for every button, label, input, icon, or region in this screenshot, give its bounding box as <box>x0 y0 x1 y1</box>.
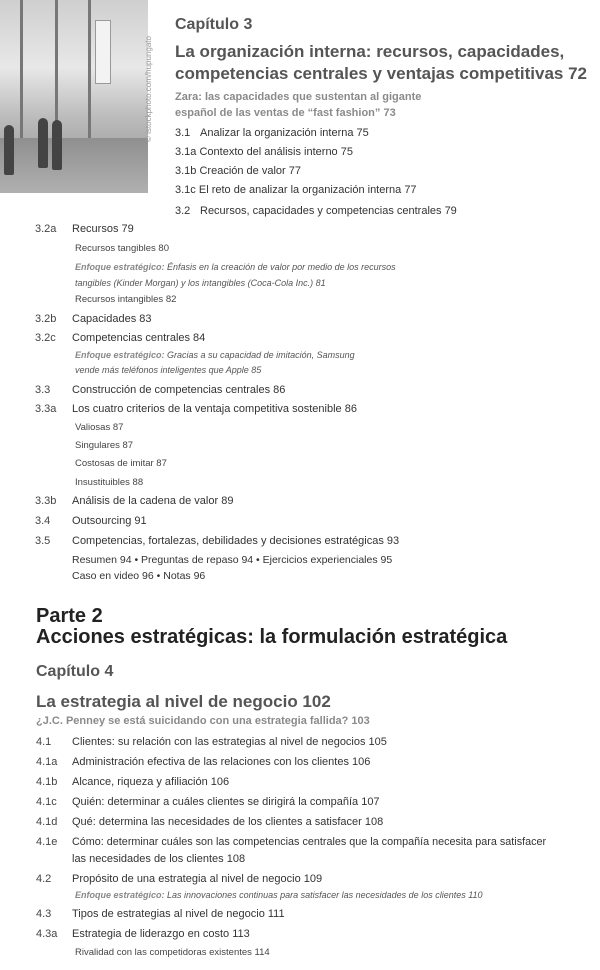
toc-subentry[interactable]: Recursos tangibles 80 <box>75 243 169 254</box>
toc-entry[interactable]: Propósito de una estrategia al nivel de negocio 109 <box>72 873 323 885</box>
focus-text: Énfasis en la creación de valor por medio de los recursos <box>167 262 396 272</box>
zara-store-photo <box>0 0 148 193</box>
photo-floor <box>0 138 148 193</box>
section-number: 4.1 <box>36 736 52 748</box>
toc-entry[interactable]: Análisis de la cadena de valor 89 <box>72 495 234 507</box>
toc-subentry[interactable]: Costosas de imitar 87 <box>75 458 167 469</box>
section-number: 4.1d <box>36 816 58 828</box>
focus-label: Enfoque estratégico: <box>75 262 165 272</box>
toc-entry[interactable] <box>175 127 369 139</box>
section-number: 3.3 <box>35 384 51 396</box>
toc-entry[interactable] <box>175 205 457 217</box>
section-title: El reto de analizar la organización interna 77 <box>198 184 417 196</box>
chapter-end-materials[interactable]: Resumen 94 • Preguntas de repaso 94 • Ejercicios experienciales 95 <box>72 554 393 566</box>
section-number: 3.2c <box>35 332 56 344</box>
section-number: 4.3a <box>36 928 58 940</box>
section-number: 3.1 <box>175 127 191 139</box>
section-number: 3.3a <box>35 403 57 415</box>
section-title: Recursos, capacidades y competencias centrales 79 <box>200 205 457 217</box>
toc-entry[interactable]: Quién: determinar a cuáles clientes se dirigirá la compañía 107 <box>72 796 380 808</box>
toc-entry[interactable]: Clientes: su relación con las estrategias al nivel de negocios 105 <box>72 736 387 748</box>
section-number: 3.1c <box>175 184 196 196</box>
section-number: 3.4 <box>35 515 51 527</box>
section-number: 4.1a <box>36 756 58 768</box>
section-number: 3.2 <box>175 205 191 217</box>
section-title: Creación de valor 77 <box>199 165 301 177</box>
photo-person <box>52 120 62 170</box>
section-number: 3.5 <box>35 535 51 547</box>
opening-case: español de las ventas de “fast fashion” 73 <box>175 107 396 119</box>
toc-entry[interactable]: Tipos de estrategias al nivel de negocio 111 <box>72 908 285 920</box>
opening-case: Zara: las capacidades que sustentan al gigante <box>175 91 422 103</box>
section-number: 4.1b <box>36 776 58 788</box>
toc-entry[interactable] <box>175 146 353 158</box>
section-number: 4.1e <box>36 836 58 848</box>
toc-entry[interactable]: Alcance, riqueza y afiliación 106 <box>72 776 230 788</box>
focus-text: Gracias a su capacidad de imitación, Samsung <box>167 350 355 360</box>
chapter-end-materials[interactable]: Caso en video 96 • Notas 96 <box>72 570 206 582</box>
focus-label: Enfoque estratégico: <box>75 890 165 900</box>
chapter-label: Capítulo 3 <box>175 16 253 33</box>
focus-text: tangibles (Kinder Morgan) y los intangibles (Coca-Cola Inc.) 81 <box>75 278 326 288</box>
part-label: Parte 2 <box>36 605 103 627</box>
chapter-title: La organización interna: recursos, capacidades, <box>175 42 565 61</box>
section-number: 4.1c <box>36 796 57 808</box>
toc-entry[interactable]: Cómo: determinar cuáles son las competencias centrales que la compañía necesita para satisfacer <box>72 836 547 848</box>
chapter-title: La estrategia al nivel de negocio 102 <box>36 692 331 711</box>
focus-box-entry[interactable] <box>75 890 483 900</box>
focus-text: Las innovaciones continuas para satisfacer las necesidades de los clientes 110 <box>167 890 483 900</box>
toc-entry[interactable] <box>175 165 301 177</box>
photo-person <box>38 118 48 168</box>
toc-entry[interactable]: Administración efectiva de las relaciones con los clientes 106 <box>72 756 371 768</box>
photo-person <box>4 125 14 175</box>
section-title: Analizar la organización interna 75 <box>200 127 369 139</box>
section-number: 3.3b <box>35 495 57 507</box>
toc-entry[interactable]: Qué: determina las necesidades de los clientes a satisfacer 108 <box>72 816 384 828</box>
toc-entry[interactable]: Competencias centrales 84 <box>72 332 206 344</box>
toc-subentry[interactable]: Singulares 87 <box>75 440 134 451</box>
opening-case: ¿J.C. Penney se está suicidando con una estrategia fallida? 103 <box>36 715 370 727</box>
toc-entry[interactable]: Recursos 79 <box>72 223 134 235</box>
chapter-title: competencias centrales y ventajas competitivas 72 <box>175 64 587 83</box>
toc-entry[interactable]: Construcción de competencias centrales 86 <box>72 384 286 396</box>
toc-entry-continued[interactable]: las necesidades de los clientes 108 <box>72 853 246 865</box>
photo-column <box>88 0 91 138</box>
section-number: 3.2b <box>35 313 57 325</box>
toc-entry[interactable]: Competencias, fortalezas, debilidades y decisiones estratégicas 93 <box>72 535 400 547</box>
section-number: 3.1a <box>175 146 197 158</box>
focus-box-entry[interactable] <box>75 262 396 272</box>
focus-text: vende más teléfonos inteligentes que Apple 85 <box>75 365 262 375</box>
toc-entry[interactable] <box>175 184 417 196</box>
section-title: Contexto del análisis interno 75 <box>199 146 353 158</box>
part-title: Acciones estratégicas: la formulación estratégica <box>36 626 508 648</box>
photo-credit: © istockphoto.com/hupungato <box>144 36 153 142</box>
toc-entry[interactable]: Estrategia de liderazgo en costo 113 <box>72 928 250 940</box>
toc-entry[interactable]: Capacidades 83 <box>72 313 152 325</box>
zara-sign <box>95 20 111 84</box>
toc-subentry[interactable]: Insustituibles 88 <box>75 477 144 488</box>
focus-label: Enfoque estratégico: <box>75 350 165 360</box>
toc-subentry[interactable]: Rivalidad con las competidoras existentes 114 <box>75 947 270 958</box>
focus-box-entry[interactable] <box>75 350 355 360</box>
toc-subentry[interactable]: Valiosas 87 <box>75 422 124 433</box>
photo-column <box>20 0 23 138</box>
toc-entry[interactable]: Los cuatro criterios de la ventaja competitiva sostenible 86 <box>72 403 357 415</box>
chapter-label: Capítulo 4 <box>36 663 114 680</box>
section-number: 4.2 <box>36 873 52 885</box>
section-number: 3.1b <box>175 165 197 177</box>
section-number: 4.3 <box>36 908 52 920</box>
toc-subentry[interactable]: Recursos intangibles 82 <box>75 294 177 305</box>
toc-entry[interactable]: Outsourcing 91 <box>72 515 147 527</box>
section-number: 3.2a <box>35 223 57 235</box>
photo-column <box>55 0 58 138</box>
